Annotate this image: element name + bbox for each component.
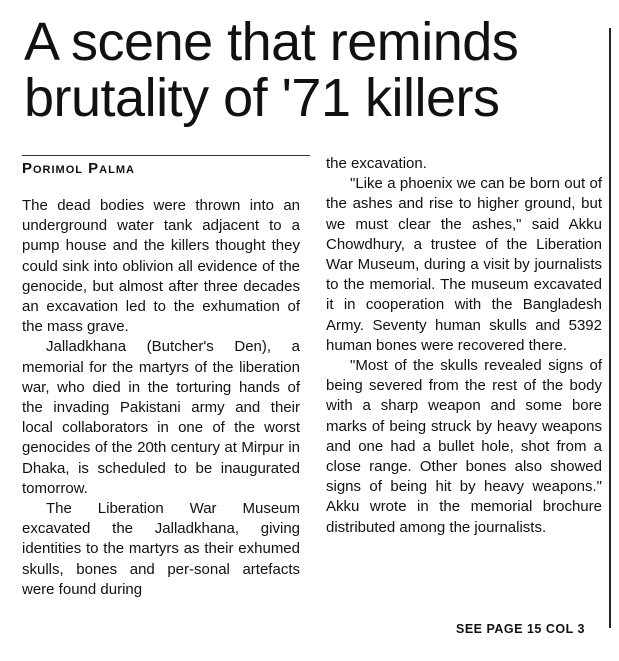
article-column-2 [326, 154, 602, 538]
byline: Porimol Palma [22, 160, 135, 177]
paragraph: Jalladkhana (Butcher's Den), a memorial for the martyrs of the liberation war, who died in the torturing hands of the invading Pakistani army and their local collaborators in one of the worst genocides of the 20th century at Mirpur in Dhaka, is scheduled to be inaugurated tomorrow. [22, 338, 300, 497]
headline: A scene that reminds brutality of '71 killers [24, 12, 519, 128]
paragraph: The dead bodies were thrown into an underground water tank adjacent to a pump house and the killers thought they could sink into oblivion all evidence of the genocide, but almost after three decades an excavation led to the exhumation of the mass grave. [22, 197, 300, 336]
byline-rule [22, 155, 310, 156]
paragraph: "Like a phoenix we can be born out of the ashes and rise to higher ground, but we must clear the ashes," said Akku Chowdhury, a trustee of the Liberation War Museum, during a visit by journalists to the memorial. The museum excavated it in cooperation with the Bangladesh Army. Seventy human skulls and 5392 human bones were recovered there. [326, 175, 602, 354]
continuation-note: SEE PAGE 15 COL 3 [456, 622, 585, 636]
paragraph: The Liberation War Museum excavated the Jalladkhana, giving identities to the martyrs as their exhumed skulls, bones and per-sonal artefacts were found during [22, 500, 300, 598]
paragraph: "Most of the skulls revealed signs of being severed from the rest of the body with a sharp weapon and some bore marks of being struck by heavy weapons and one had a bullet hole, shot from a close range. Other bones also showed signs of being hit by heavy weapons." Akku wrote in the memorial brochure distributed among the journalists. [326, 357, 602, 536]
article-column-1 [22, 196, 300, 600]
column-divider-rule [609, 28, 611, 628]
paragraph: the excavation. [326, 155, 427, 172]
